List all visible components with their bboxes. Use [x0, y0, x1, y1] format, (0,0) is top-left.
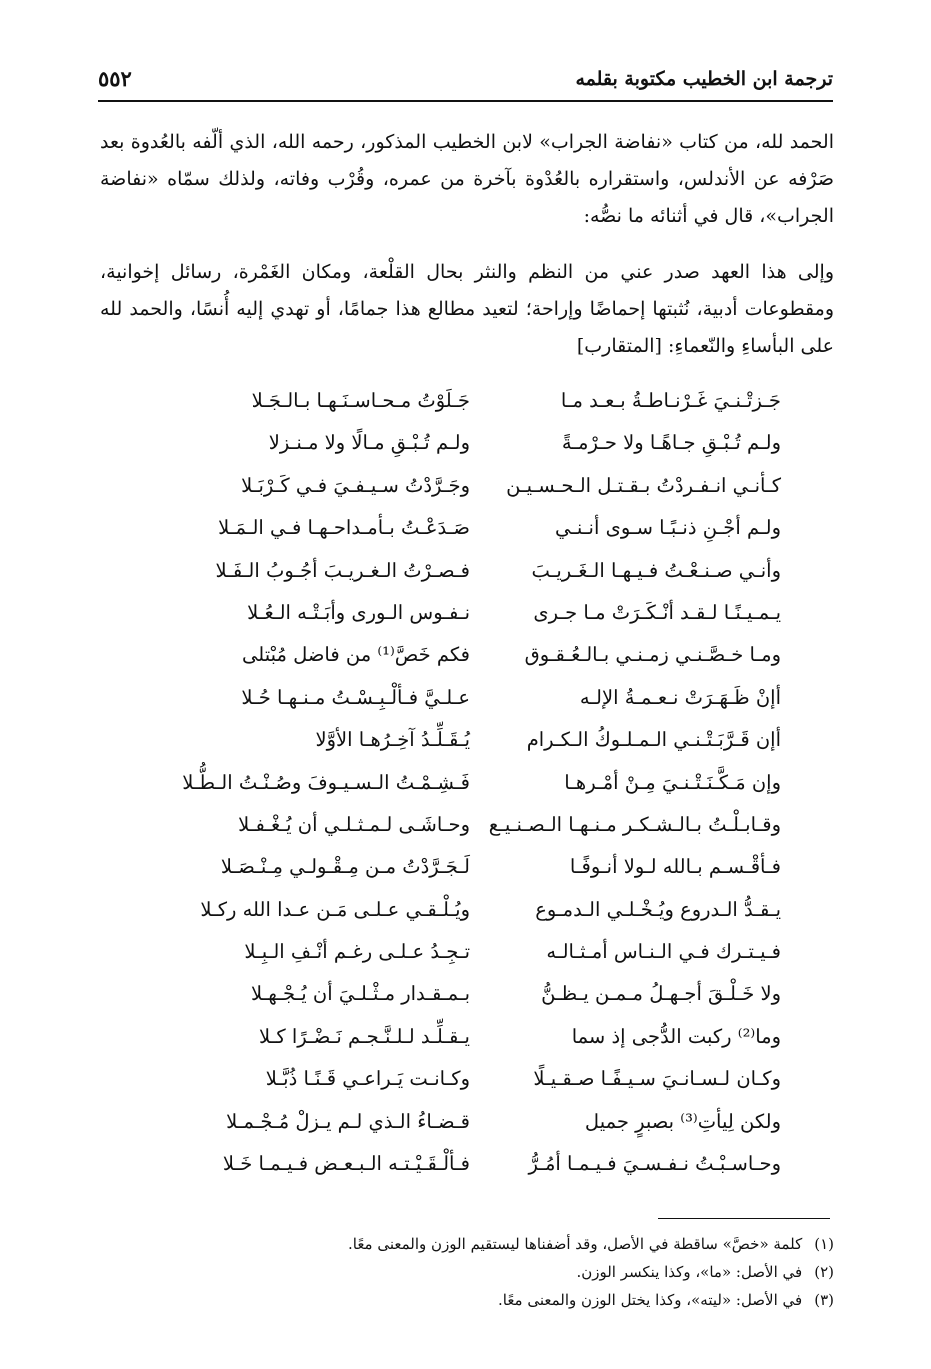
verse-second-hemistich: ولـم تُـبْـقِ مـالًا ولا مـنـزلا — [268, 431, 470, 455]
verse-first-hemistich: وأنـي صـنـعْـتُ فـيـهـا الـغَـريـبَ — [531, 558, 781, 582]
verse-first-hemistich: ولـم تُـبْـقِ جـاهًـا ولا حـرْمـةً — [561, 431, 781, 455]
footnote-text: في الأصل: «ليته»، وكذا يختل الوزن والمعنى معًا. — [497, 1291, 803, 1309]
footnote — [100, 1230, 834, 1258]
verse-second-hemistich: ويُـلْـقـي عـلـى مَـن عـدا الله ركـلا — [200, 897, 470, 921]
footnote — [100, 1286, 834, 1314]
verse-first-hemistich: جَـزتْـنـيَ غَـرْنـاطـةُ بـعـد مـا — [560, 389, 781, 412]
verse-second-hemistich: فـألْـقَـيْـتـه الـبـعـض فـيـمـا خَـلا — [222, 1152, 470, 1176]
verse-first-hemistich: ولكن لِيأتِ⁽³⁾ بصبرٍ جميل — [584, 1109, 781, 1133]
page-number: ٥٥٢ — [98, 66, 132, 91]
verse-first-hemistich: ولـم أجْـنِ ذنـبًـا سـوى أنـنـي — [554, 516, 781, 540]
verse-line — [100, 509, 781, 551]
verse-second-hemistich: وحـاشَـى لـمـثـلـي أن يُـغْـفـلا — [238, 812, 470, 836]
verse-second-hemistich: بـمـقـدار مـثْـلـيَ أن يُـجْـهـلا — [250, 982, 470, 1006]
verse-first-hemistich: وإن مَـكَّـنَـتْـنـيَ مِـنْ أمْـرهـا — [564, 770, 781, 794]
verse-first-hemistich: أإنْ ظَـهَـرَتْ نـعـمـةُ الإلـه — [579, 685, 781, 709]
verse-line — [100, 552, 781, 594]
footnote-number: (١) — [814, 1235, 834, 1253]
verse-second-hemistich: لَـجَـرَّدْتُ مـن مِـقْـولـي مِـنْـصَـلا — [220, 855, 470, 879]
verse-first-hemistich: وكـان لـسـانـيَ سـيـفًـا صـقـيـلًا — [533, 1067, 781, 1091]
verse-line — [100, 679, 781, 721]
verse-first-hemistich: ولا خَـلْـقَ أجـهـلُ مـمـن يـظـنُّ — [541, 982, 781, 1006]
verse-line — [100, 1060, 781, 1102]
verse-line — [100, 424, 781, 466]
verse-second-hemistich: قـضـاءُ الـذي لـم يـزلْ مُـجْـمـلا — [226, 1109, 470, 1133]
verse-line — [100, 1018, 781, 1060]
verse-line — [100, 1103, 781, 1145]
verse-second-hemistich: يـقـلِّـد لـلـنَّـجـم نَـضْـرًا كـلا — [259, 1024, 470, 1048]
verse-first-hemistich: فـيـتـرك فـي الـنـاس أمـثـالـه — [546, 940, 781, 964]
verse-second-hemistich: فـصـرْتُ الـغـريـبَ أجُـوبُ الـفَـلا — [215, 558, 470, 582]
footnote-text: في الأصل: «ما»، وكذا ينكسر الوزن. — [576, 1263, 803, 1281]
header-rule — [98, 100, 833, 102]
verse-line — [100, 764, 781, 806]
verse-first-hemistich: أإن قَـرَّبَـتْـنـي الـمـلـوكُ الـكـرام — [526, 728, 781, 752]
verse-line — [100, 933, 781, 975]
verse-second-hemistich: عـلـيَّ فـألْـبِـسْـتُ مـنـهـا حُـلا — [241, 685, 470, 709]
footnotes — [100, 1230, 834, 1314]
footnote-rule — [658, 1218, 830, 1219]
verse-second-hemistich: تـجِـدُ عـلـى رغـم أنْـفِ الـبِـلا — [244, 940, 470, 964]
footnote-text: كلمة «خصَّ» ساقطة في الأصل، وقد أضفناها ليستقيم الوزن والمعنى معًا. — [347, 1235, 803, 1253]
intro-paragraph: الحمد لله، من كتاب «نفاضة الجراب» لابن الخطيب المذكور، رحمه الله، الذي ألّفه بالعُدوة بعد صَرْفه عن الأندلس، واستقراره بالعُدْوة بآخرة من عمره، وقُرْب وفاته، ولذلك سمّاه «نفاضة الجراب»، قال في أثنائه ما نصُّه: — [100, 131, 834, 227]
running-header — [98, 60, 833, 104]
verse-line — [100, 975, 781, 1017]
verse-line — [100, 721, 781, 763]
verse-first-hemistich: يـقـدُّ الـدروع ويُـخْـلـي الـدمـوع — [535, 897, 781, 921]
verse-line — [100, 848, 781, 890]
second-paragraph: وإلى هذا العهد صدر عني من النظم والنثر بحال القلْعة، ومكان الغَمْرة، رسائل إخوانية، ومقطوعات أدبية، نُثبتها إحماضًا وإراحة؛ لتعيد مطالع هذا جمامًا، أو تهدي إليه أُنسًا، والحمد لله على البأساءِ والنّعماءِ: [المتقارب] — [100, 261, 834, 357]
verse-line — [100, 891, 781, 933]
footnote-number: (٣) — [814, 1291, 834, 1309]
verse-line — [100, 806, 781, 848]
verse-second-hemistich: نـفـوس الـورى وأبَـتْـه الـعُـلا — [247, 600, 470, 624]
verse-first-hemistich: ومـا خـصَّـنـي زمـنـي بـالـعُـقـوق — [524, 643, 781, 667]
verse-line — [100, 382, 781, 424]
running-title: ترجمة ابن الخطيب مكتوبة بقلمه — [575, 68, 833, 90]
verse-first-hemistich: كـأنـي انـفـردْتُ بـقـتـل الـحـسـيـن — [506, 473, 781, 497]
verse-line — [100, 636, 781, 678]
verse-first-hemistich: يـمـيـنًـا لـقـد أنْـكَـرَتْ مـا جـرى — [533, 600, 781, 624]
verse-second-hemistich: فكم خَصَّ⁽¹⁾ من فاضل مُبْتلى — [241, 643, 470, 667]
verse-first-hemistich: وقـابـلْـتُ بـالـشـكـر مـنـهـا الـصـنـيـع — [488, 812, 781, 836]
verse-second-hemistich: صَـدَعْـتُ بـأمـداحـهـا فـي الـمَـلا — [218, 516, 470, 540]
footnote-number: (٢) — [814, 1263, 834, 1281]
poem — [100, 382, 781, 1187]
verse-line — [100, 467, 781, 509]
verse-second-hemistich: جَـلَوْتُ مـحـاسـنَـهـا بـالـجَـلا — [251, 389, 470, 412]
verse-second-hemistich: يُـقَـلِّـدُ آخِـرُهـا الأوَّلا — [315, 728, 470, 752]
footnote — [100, 1258, 834, 1286]
verse-second-hemistich: فَـشِـمْـتُ الـسـيـوفَ وصُـنْـتُ الـطُّـلا — [182, 770, 470, 794]
verse-first-hemistich: وحـاسـبْـتُ نـفـسـيَ فـيـمـا أمُـرُّ — [528, 1152, 781, 1176]
verse-second-hemistich: وكـانـت يَـراعـي قَـنًـا ذُبَّـلا — [265, 1067, 470, 1091]
verse-second-hemistich: وجَـرَّدْتُ سـيـفـيَ فـي كَـرْبَـلا — [241, 473, 470, 497]
verse-line — [100, 594, 781, 636]
verse-first-hemistich: وما⁽²⁾ ركبت الدُّجى إذ سما — [571, 1024, 781, 1048]
verse-line — [100, 1145, 781, 1187]
verse-first-hemistich: فـأقْـسـم بـالله لـولا أنـوفًـا — [569, 855, 781, 879]
